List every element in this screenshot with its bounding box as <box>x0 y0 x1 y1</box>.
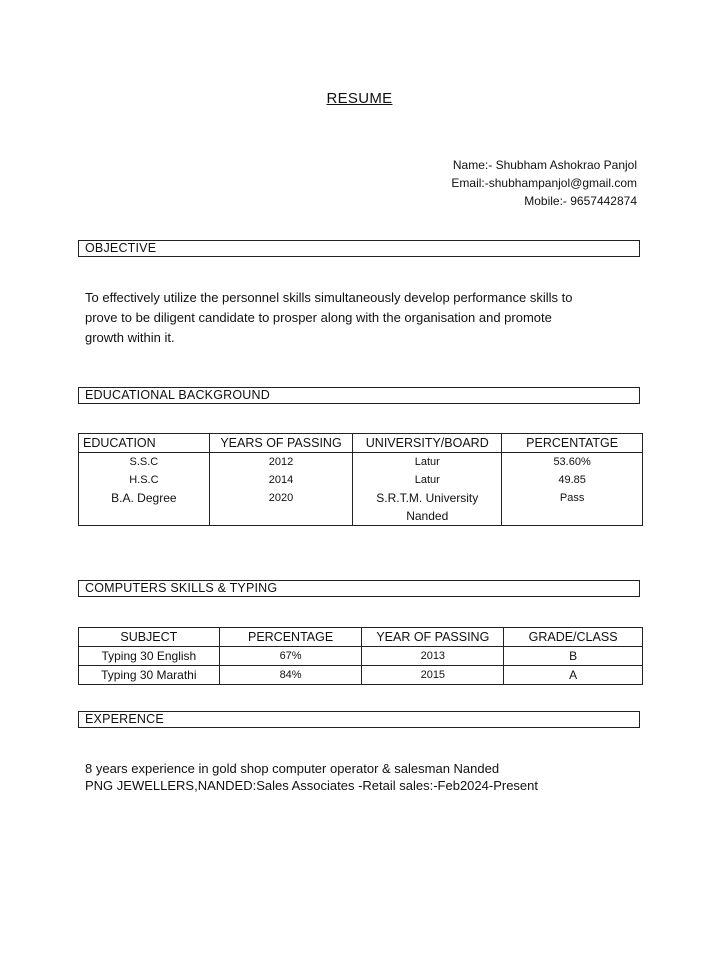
experience-heading: EXPERENCE <box>78 711 640 728</box>
contact-block <box>451 156 637 210</box>
column-header: PERCENTATGE <box>502 434 643 453</box>
table-row <box>79 471 643 489</box>
table-cell: Typing 30 Marathi <box>79 666 220 685</box>
table-cell: 67% <box>219 647 362 666</box>
table-cell: Latur <box>353 453 502 472</box>
computer-skills-table <box>78 627 643 685</box>
table-cell: S.S.C <box>79 453 210 472</box>
column-header: EDUCATION <box>79 434 210 453</box>
contact-mobile: Mobile:- 9657442874 <box>524 194 637 208</box>
table-cell: 2012 <box>209 453 353 472</box>
table-row <box>79 666 643 685</box>
table-cell: H.S.C <box>79 471 210 489</box>
objective-heading: OBJECTIVE <box>78 240 640 257</box>
table-cell: Latur <box>353 471 502 489</box>
objective-text <box>85 288 645 348</box>
table-cell <box>353 489 502 526</box>
column-header: SUBJECT <box>79 628 220 647</box>
table-cell: 53.60% <box>502 453 643 472</box>
experience-line: PNG JEWELLERS,NANDED:Sales Associates -Retail sales:-Feb2024-Present <box>85 778 539 793</box>
table-row <box>79 453 643 472</box>
table-cell: Pass <box>502 489 643 526</box>
university-city: Nanded <box>406 509 449 523</box>
university-name: S.R.T.M. University <box>376 491 479 505</box>
experience-text <box>85 760 538 794</box>
objective-line: growth within it. <box>85 330 175 345</box>
contact-name: Name:- Shubham Ashokrao Panjol <box>452 158 637 172</box>
column-header: YEARS OF PASSING <box>209 434 353 453</box>
column-header: PERCENTAGE <box>219 628 362 647</box>
table-cell: 84% <box>219 666 362 685</box>
column-header: YEAR OF PASSING <box>362 628 504 647</box>
table-cell: 2013 <box>362 647 504 666</box>
objective-line: prove to be diligent candidate to prosper along with the organisation and promote <box>85 310 552 325</box>
column-header: UNIVERSITY/BOARD <box>353 434 502 453</box>
table-cell: Typing 30 English <box>79 647 220 666</box>
table-header-row <box>79 434 643 453</box>
table-row <box>79 489 643 526</box>
resume-title: RESUME <box>326 90 393 107</box>
table-cell: B.A. Degree <box>79 489 210 526</box>
table-cell: 2015 <box>362 666 504 685</box>
table-cell: 2014 <box>209 471 353 489</box>
education-table <box>78 433 643 526</box>
table-cell: 49.85 <box>502 471 643 489</box>
table-header-row <box>79 628 643 647</box>
table-cell: B <box>504 647 643 666</box>
computer-skills-heading: COMPUTERS SKILLS & TYPING <box>78 580 640 597</box>
table-cell: 2020 <box>209 489 353 526</box>
table-cell: A <box>504 666 643 685</box>
objective-line: To effectively utilize the personnel skills simultaneously develop performance skills to <box>85 290 573 305</box>
table-row <box>79 647 643 666</box>
column-header: GRADE/CLASS <box>504 628 643 647</box>
education-heading: EDUCATIONAL BACKGROUND <box>78 387 640 404</box>
experience-line: 8 years experience in gold shop computer operator & salesman Nanded <box>85 761 500 776</box>
contact-email: Email:-shubhampanjol@gmail.com <box>451 176 637 190</box>
